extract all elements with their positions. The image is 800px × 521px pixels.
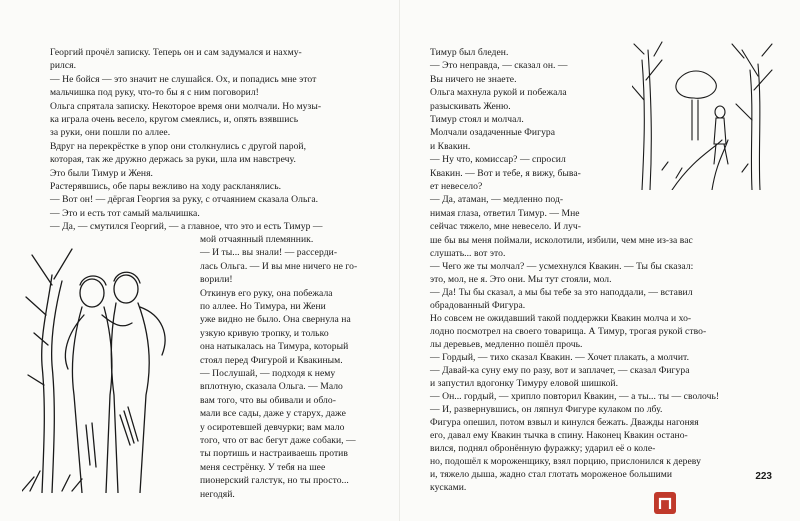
text-line: за руки, они пошли по аллее. bbox=[50, 127, 171, 139]
text-line: — Чего же ты молчал? — усмехнулся Квакин. — Ты бы сказал: bbox=[430, 261, 694, 272]
publisher-logo-icon bbox=[654, 492, 676, 514]
text-line: Ольга махнула рукой и побежала bbox=[430, 87, 567, 99]
publisher-logo-badge bbox=[654, 492, 676, 514]
text-line: — Он... гордый, — хрипло повторил Квакин, — а ты... ты — сволочь! bbox=[430, 391, 720, 402]
text-line: — Да, атаман, — медленно под- bbox=[430, 194, 564, 206]
text-line: его, давал ему Квакин тычка в спину. Наконец Квакин остано- bbox=[430, 430, 688, 441]
text-line: мальчишка под руку, что-то бы я с ним поговорил! bbox=[50, 87, 259, 99]
text-line: — Послушай, — подходя к нему bbox=[200, 368, 336, 379]
text-line: — Да, — смутился Георгий, — а главное, что это и есть Тимур — bbox=[50, 221, 323, 233]
text-line: — И, развернувшись, он ляпнул Фигуре кулаком по лбу. bbox=[430, 404, 663, 415]
text-line: — Не бойся — это значит не слушайся. Ох, и попадись мне этот bbox=[50, 73, 317, 85]
text-line: Растерявшись, обе пары вежливо на ходу раскланялись. bbox=[50, 181, 282, 192]
text-line: пионерский галстук, но ты просто... bbox=[200, 475, 349, 487]
text-line: того, что от вас бегут даже собаки, — bbox=[200, 435, 356, 446]
man-walking-in-park-illustration bbox=[632, 40, 782, 190]
text-line: уже видно не было. Она свернула на bbox=[200, 314, 351, 326]
text-line: узкую кривую тропку, и только bbox=[200, 327, 329, 339]
text-line: Тимур был бледен. bbox=[430, 47, 509, 58]
text-line: но, подошёл к мороженщику, взял порцию, прислонился к дереву bbox=[430, 456, 701, 467]
text-line: — Это и есть тот самый мальчишка. bbox=[50, 207, 200, 219]
text-line: ты портишь и настраиваешь против bbox=[200, 448, 348, 460]
text-line: по аллее. Но Тимура, ни Жени bbox=[200, 301, 326, 312]
two-people-under-tree-illustration bbox=[22, 245, 190, 493]
text-line: Ольга спрятала записку. Некоторое время они молчали. Но музы- bbox=[50, 100, 322, 112]
text-line: Но совсем не ожидавший такой поддержки Квакин молча и хо- bbox=[430, 313, 692, 324]
text-line: Вы ничего не знаете. bbox=[430, 73, 517, 85]
text-line: — Да! Ты бы сказал, а мы бы тебе за это наподдали, — вставил bbox=[430, 287, 693, 298]
text-line: ка играла очень весело, кругом смеялись, и, опять взявшись bbox=[50, 114, 299, 125]
text-line: Фигура опешил, потом взвыл и кинулся бежать. Дважды нагоняя bbox=[430, 417, 699, 428]
text-line: Это были Тимур и Женя. bbox=[50, 167, 154, 179]
text-line: мой отчаянный племянник. bbox=[200, 234, 314, 245]
text-line: она натыкалась на Тимура, который bbox=[200, 341, 349, 353]
text-line: рился. bbox=[50, 60, 77, 72]
text-line: нимая глаза, ответил Тимур. — Мне bbox=[430, 207, 580, 219]
page-number: 223 bbox=[755, 471, 772, 482]
text-line: это, мол, не я. Это они. Мы тут стояли, мол. bbox=[430, 274, 612, 285]
text-line: Откинув его руку, она побежала bbox=[200, 287, 333, 299]
text-line: Вдруг на перекрёстке в упор они столкнулись с другой парой, bbox=[50, 140, 307, 152]
text-line: лы деревьев, медленно пошёл прочь. bbox=[430, 339, 583, 350]
text-line: вплотную, сказала Ольга. — Мало bbox=[200, 381, 343, 393]
text-line: ет невесело? bbox=[430, 181, 483, 192]
text-line: Тимур стоял и молчал. bbox=[430, 114, 524, 125]
text-line: — Вот он! — дёргая Георгия за руку, с отчаянием сказала Ольга. bbox=[50, 194, 319, 206]
text-line: которая, так же дружно держась за руки, шла им навстречу. bbox=[50, 154, 296, 166]
text-line: стоял перед Фигурой и Квакиным. bbox=[200, 354, 343, 366]
text-line: Георгий прочёл записку. Теперь он и сам задумался и нахму- bbox=[50, 47, 302, 58]
text-line: сейчас тяжело, мне невесело. И луч- bbox=[430, 221, 582, 233]
text-line: обрадованный Фигура. bbox=[430, 300, 526, 311]
text-line: кусками. bbox=[430, 482, 467, 493]
text-line: ворили! bbox=[200, 274, 233, 286]
text-line: и запустил вдогонку Тимуру еловой шишкой. bbox=[430, 378, 619, 389]
text-line: Молчали озадаченные Фигура bbox=[430, 127, 556, 139]
text-line: негодяй. bbox=[200, 488, 235, 500]
text-line: — Это неправда, — сказал он. — bbox=[430, 60, 568, 72]
text-line: слушать... вот это. bbox=[430, 248, 506, 259]
text-line: меня сестрёнку. У тебя на шее bbox=[200, 461, 326, 473]
text-line: мали все сады, даже у старух, даже bbox=[200, 408, 346, 420]
text-line: разыскивать Женю. bbox=[430, 100, 511, 112]
text-line: Квакин. — Вот и тебе, я вижу, быва- bbox=[430, 167, 581, 179]
text-line: и, тяжело дыша, жадно стал глотать мороженое большими bbox=[430, 469, 673, 480]
text-line: и Квакин. bbox=[430, 140, 471, 152]
text-line: — И ты... вы знали! — рассерди- bbox=[200, 247, 338, 259]
text-line: ше бы вы меня поймали, исколотили, избили, чем мне из-за вас bbox=[430, 234, 693, 246]
text-line: вился, поднял обронённую фуражку; ударил её о коле- bbox=[430, 443, 656, 454]
text-line: лодно посмотрел на своего товарища. А Тимур, трогая рукой ство- bbox=[430, 326, 707, 337]
text-line: — Гордый, — тихо сказал Квакин. — Хочет плакать, а молчит. bbox=[430, 352, 690, 363]
text-line: вам того, что вы обивали и обло- bbox=[200, 394, 336, 406]
text-line: у осиротевшей девчурки; вам мало bbox=[200, 421, 345, 433]
text-line: лась Ольга. — И вы мне ничего не го- bbox=[200, 260, 358, 272]
text-line: — Давай-ка суну ему по разу, вот и заплачет, — сказал Фигура bbox=[430, 365, 690, 376]
text-line: — Ну что, комиссар? — спросил bbox=[430, 154, 566, 166]
